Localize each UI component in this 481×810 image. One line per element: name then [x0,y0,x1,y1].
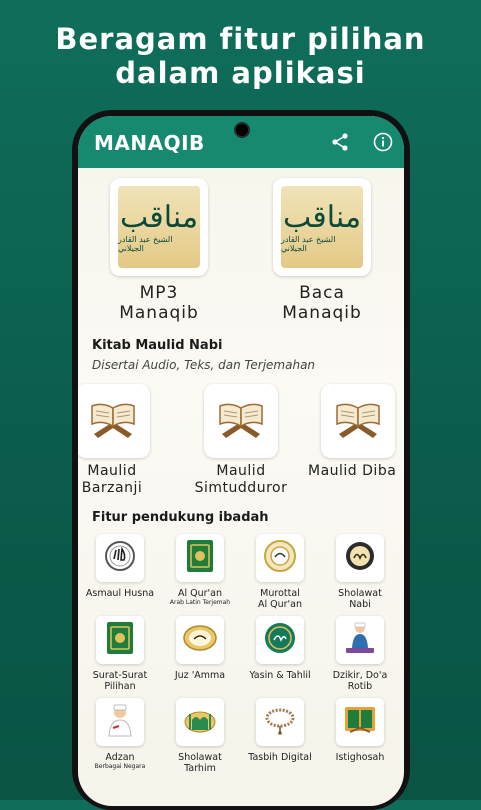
label-line-1: Baca [299,283,345,303]
label-line-1: Sholawat [338,588,382,599]
istighosah-label[interactable] [320,752,400,763]
camera-notch [234,122,250,138]
maulid-diba-card[interactable] [321,384,395,458]
maulid-barzanji-card[interactable] [78,384,150,458]
mp3-manaqib-label[interactable] [94,283,224,323]
book-stand-icon [216,396,266,446]
juz-amma-card[interactable] [176,616,224,664]
label-line-1: Al Qur'an [177,588,223,599]
quran-icon [104,620,136,660]
label-line-2: Rotib [347,681,373,692]
baca-manaqib-label[interactable] [257,283,387,323]
dzikir-label[interactable] [320,670,400,692]
label-line-2: Simtudduror [194,480,288,496]
maulid-simtudduror-card[interactable] [204,384,278,458]
label-line-1: Sholawat [178,752,222,763]
label-line-1: Asmaul Husna [85,588,155,599]
muhammad-calligraphy-icon [343,539,377,577]
baca-manaqib-card[interactable] [273,178,371,276]
alquran-label[interactable] [160,588,240,607]
label-line-1: Maulid Diba [308,463,397,479]
label-line-2: Barzanji [81,480,143,496]
calligraphy-subtext: الشيخ عبد القادر الجيلاني [281,235,336,253]
kitab-section-subtitle: Disertai Audio, Teks, dan Terjemahan [92,358,316,372]
asmaul-husna-label[interactable] [80,588,160,599]
istighosah-card[interactable] [336,698,384,746]
murottal-label[interactable] [240,588,320,610]
sholawat-tarhim-card[interactable] [176,698,224,746]
sholawat-nabi-label[interactable] [320,588,400,610]
book-stand-icon [333,396,383,446]
label-small: Arab Latin Terjemah [169,599,231,606]
praying-man-icon [343,620,377,660]
yasin-icon [262,620,298,660]
info-icon[interactable] [371,130,395,154]
label-line-2: Nabi [349,599,371,610]
maulid-barzanji-label[interactable] [78,463,172,497]
quran-ornament-icon [262,538,298,578]
label-small: Berbagai Negara [94,763,146,770]
phone-frame [72,110,410,810]
promo-line-2: dalam aplikasi [115,56,366,90]
label-line-1: Tasbih Digital [248,752,312,763]
muezzin-icon [103,702,137,742]
book-open-icon [342,704,378,740]
label-line-1: Murottal [260,588,300,599]
label-line-1: Yasin & Tahlil [249,670,311,681]
book-stand-icon [88,396,138,446]
adzan-label[interactable] [80,752,160,771]
app-title: MANAQIB [94,131,205,155]
kitab-section-title: Kitab Maulid Nabi [92,338,223,353]
tasbih-icon [262,705,298,739]
fitur-section-title: Fitur pendukung ibadah [92,510,269,525]
maulid-diba-label[interactable] [298,463,404,480]
quran-icon [184,538,216,578]
surat-pilihan-label[interactable] [80,670,160,692]
yasin-tahlil-card[interactable] [256,616,304,664]
alquran-card[interactable] [176,534,224,582]
surat-pilihan-card[interactable] [96,616,144,664]
app-screen [78,116,404,806]
label-line-1: Dzikir, Do'a [332,670,388,681]
manaqib-calligraphy-icon [281,186,363,268]
manaqib-calligraphy-icon [118,186,200,268]
juz-amma-label[interactable] [160,670,240,681]
ornament-frame-icon [182,623,218,657]
mp3-manaqib-card[interactable] [110,178,208,276]
tasbih-label[interactable] [240,752,320,763]
label-line-2: Tarhim [184,763,216,774]
label-line-1: Surat-Surat [92,670,148,681]
label-line-1: Juz 'Amma [174,670,226,681]
calligraphy-subtext: الشيخ عبد القادر الجيلاني [118,235,173,253]
murottal-card[interactable] [256,534,304,582]
promo-headline [0,22,481,90]
label-line-2: Al Qur'an [257,599,303,610]
share-icon[interactable] [328,130,352,154]
tasbih-card[interactable] [256,698,304,746]
label-line-2: Manaqib [119,303,199,323]
label-line-2: Pilihan [104,681,136,692]
label-line-1: Istighosah [335,752,385,763]
sholawat-nabi-card[interactable] [336,534,384,582]
sholawat-tarhim-label[interactable] [160,752,240,774]
promo-line-1: Beragam fitur pilihan [55,22,426,56]
calligraphy-text: مناقب [282,200,362,235]
dzikir-card[interactable] [336,616,384,664]
asmaul-husna-card[interactable] [96,534,144,582]
calligraphy-text: مناقب [119,200,199,235]
allah-calligraphy-icon [103,539,137,577]
adzan-card[interactable] [96,698,144,746]
label-line-1: Adzan [105,752,135,763]
maulid-simtudduror-label[interactable] [181,463,301,497]
yasin-tahlil-label[interactable] [240,670,320,681]
label-line-1: MP3 [139,283,179,303]
label-line-1: Maulid [216,463,266,479]
label-line-1: Maulid [87,463,137,479]
mosque-icon [182,702,218,742]
label-line-2: Manaqib [282,303,362,323]
